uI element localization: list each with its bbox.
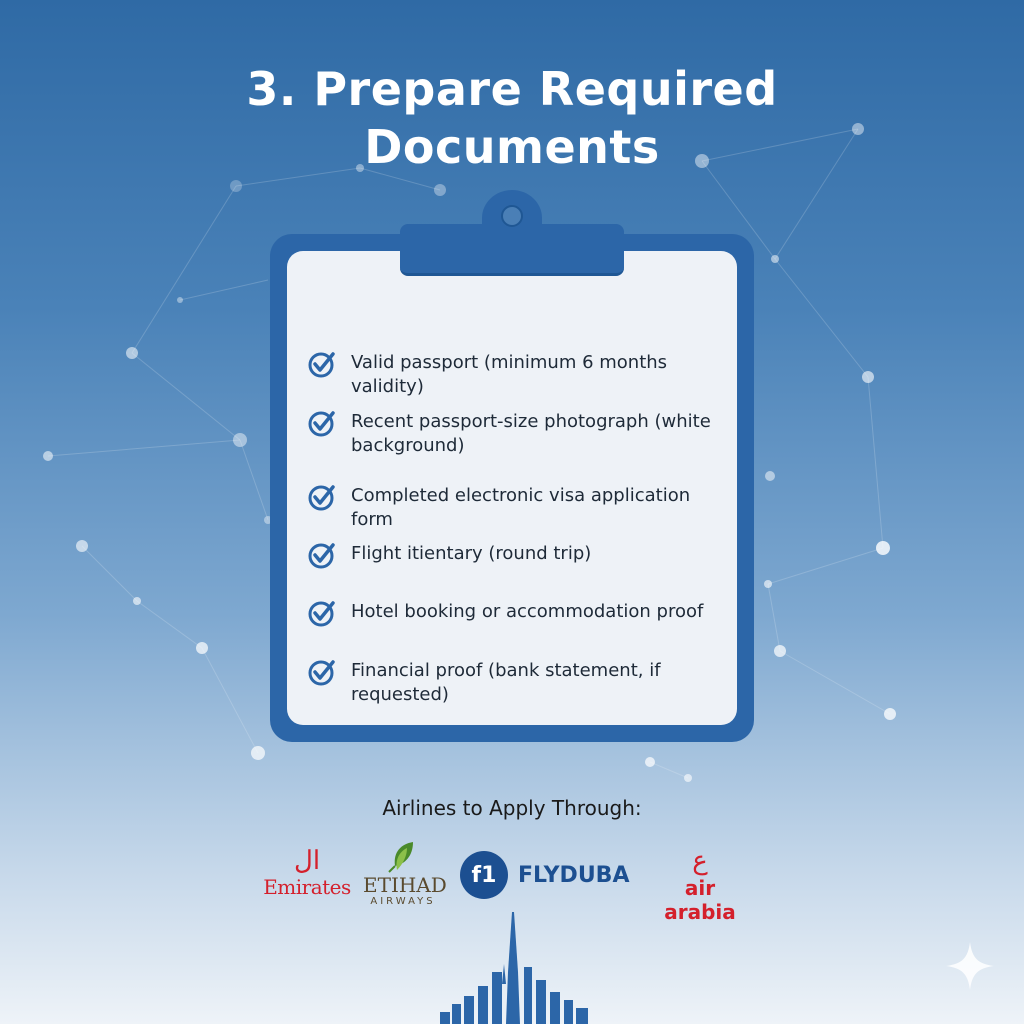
check-icon — [308, 541, 336, 569]
checklist-item — [308, 658, 728, 707]
air-arabia-logo-name: air arabia — [664, 876, 736, 924]
etihad-leaf-icon — [383, 840, 423, 874]
checklist-item-label: Completed electronic visa application form — [351, 485, 691, 530]
flydubai-logo-name: FLYDUBA — [518, 862, 630, 888]
dubai-skyline-icon — [430, 912, 600, 1024]
checklist-item — [308, 541, 728, 569]
air-arabia-logo — [650, 846, 750, 924]
checklist-item-label: Valid passport (minimum 6 months validity) — [351, 352, 668, 397]
checklist-item — [308, 599, 728, 627]
flydubai-badge-icon: f1 — [460, 851, 508, 899]
checklist-item — [308, 350, 728, 399]
checklist-item-label: Financial proof (bank statement, if requested) — [351, 660, 661, 705]
air-arabia-logo-mark: ع — [692, 846, 708, 876]
emirates-logo-mark: ال — [293, 846, 321, 876]
clipboard-clip-hole — [501, 205, 523, 227]
flydubai-logo — [460, 850, 640, 900]
page-title-line-2: Documents — [364, 120, 660, 174]
check-icon — [308, 409, 336, 437]
checklist-item-label: Recent passport-size photograph (white background) — [351, 411, 711, 456]
checklist-item-label: Flight itientary (round trip) — [351, 543, 592, 564]
page-title-line-1: 3. Prepare Required — [246, 62, 778, 116]
emirates-logo — [262, 846, 352, 906]
sparkle-icon — [944, 940, 996, 992]
check-icon — [308, 483, 336, 511]
checklist-item — [308, 409, 728, 458]
etihad-logo — [363, 840, 447, 910]
check-icon — [308, 658, 336, 686]
page-title — [0, 60, 1024, 176]
emirates-logo-name: Emirates — [263, 875, 351, 899]
checklist-item-label: Hotel booking or accommodation proof — [351, 601, 704, 622]
etihad-logo-sub: AIRWAYS — [370, 896, 436, 907]
check-icon — [308, 350, 336, 378]
clipboard-clip — [400, 224, 624, 276]
checklist-item — [308, 483, 728, 532]
check-icon — [308, 599, 336, 627]
airlines-heading: Airlines to Apply Through: — [382, 796, 642, 820]
etihad-logo-name: ETIHAD — [363, 873, 447, 897]
